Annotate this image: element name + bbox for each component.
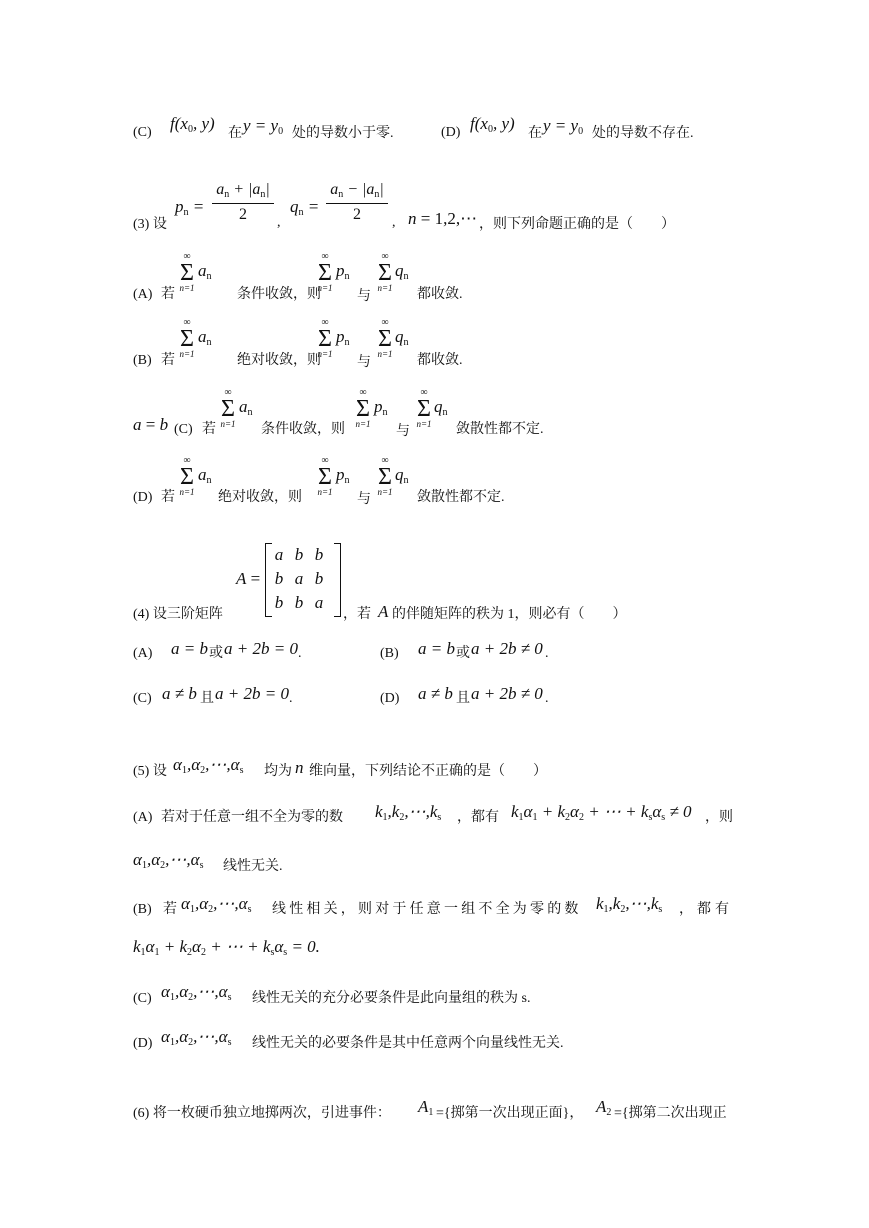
q5-t2: 维向量，下列结论不正确的是（ ） [309,764,547,779]
q4-option-c-m1: a ≠ b [162,684,197,703]
q3-qn-denominator: 2 [353,206,361,223]
q5-option-c-label: (C) [133,991,152,1006]
q3-option-cond: 绝对收敛，则 [237,353,321,368]
sum-symbol: ∞ Σ n=1 [311,252,339,293]
sum-symbol: ∞ Σ n=1 [173,456,201,497]
q5-option-b-ks: $k_1,k_2,\cdots,k_s$ [596,894,663,915]
q5-t1: 均为 [264,764,292,779]
sum-symbol: ∞ Σ n=1 [410,388,438,429]
q4-option-b-label: (B) [380,646,399,661]
q5-option-a-t2: ，都有 [457,810,499,825]
sum-upper-limit: ∞ [183,455,191,466]
matrix-cell: b [294,545,304,564]
q3-comma2: , [392,215,396,230]
term-qn: $q_n$ [395,261,409,282]
q3-pn-denominator: 2 [239,206,247,223]
sum-lower-limit: n=1 [355,419,371,429]
q3-option-ruo: 若 [161,287,175,302]
sum-upper-limit: ∞ [381,455,389,466]
sum-upper-limit: ∞ [224,387,232,398]
sum-symbol: ∞ Σ n=1 [173,318,201,359]
q4-option-a-label: (A) [133,646,153,661]
q3-option-result: 都收敛. [417,287,463,302]
matrix-cell: a [294,569,304,588]
term-an: $a_n$ [198,261,212,282]
q5-option-a-expr: $k_1\alpha_1 + k_2\alpha_2$ + ⋯ + $k_s\alpha_s \ne 0$ [511,802,692,823]
q4-option-d-end: . [545,691,549,706]
sum-symbol: ∞ Σ n=1 [371,318,399,359]
sum-upper-limit: ∞ [381,251,389,262]
q4-A: A [378,602,389,621]
q3-option-ruo: 若 [161,353,175,368]
q3-option-yu: 与 [357,355,371,370]
sum-lower-limit: n=1 [220,419,236,429]
q4-option-d-m2: a + 2b ≠ 0 [471,684,543,703]
q3-option-yu: 与 [357,492,371,507]
q5-option-a-label: (A) [133,810,153,825]
q4-option-b-m1: a = b [418,639,455,658]
q5-option-c-text: 线性无关的充分必要条件是此向量组的秩为 s. [252,991,531,1006]
q5-option-b-alphas: $\alpha_1,\alpha_2,\cdots,\alpha_s$ [181,894,252,915]
q3-option-ruo: 若 [202,422,216,437]
q5-n: n [295,758,304,777]
q5-option-c-alphas: $\alpha_1,\alpha_2,\cdots,\alpha_s$ [161,982,232,1003]
sum-symbol: ∞ Σ n=1 [214,388,242,429]
q4-option-a-conj: 或 [209,646,223,661]
sum-symbol: ∞ Σ n=1 [371,252,399,293]
sum-symbol: ∞ Σ n=1 [173,252,201,293]
q4-option-c-end: . [289,691,293,706]
q3-qn: $q_n$ = [290,197,320,218]
sum-lower-limit: n=1 [377,487,393,497]
sum-symbol: ∞ Σ n=1 [349,388,377,429]
term-qn: $q_n$ [395,465,409,486]
q5-option-b-t2: 线性相关，则对于任意一组不全为零的数 [272,902,582,917]
q4-option-d-label: (D) [380,691,400,706]
q2-option-d-text1: 在 [528,126,542,141]
q3-option-yu: 与 [396,424,410,439]
q5-option-b-label: (B) [133,902,152,917]
sum-upper-limit: ∞ [359,387,367,398]
matrix-cell: b [314,545,324,564]
q4-option-d-m1: a ≠ b [418,684,453,703]
q2-option-c-text2: 处的导数小于零. [292,126,394,141]
matrix-cell: b [274,593,284,612]
fraction-bar [326,203,388,204]
q5-option-a-tail: 线性无关. [223,859,283,874]
q2-option-d-math1: $f(x_0$, y) [470,114,515,135]
q3-option-ruo: 若 [161,490,175,505]
q2-option-c-math2: $y = y_0$ [243,116,284,137]
q5-option-b-t3: ，都有 [679,902,733,917]
q4-option-b-end: . [545,646,549,661]
q4-option-c-conj: 且 [200,691,214,706]
q4-label: (4) 设三阶矩阵 [133,607,223,622]
sum-lower-limit: n=1 [317,349,333,359]
q2-option-c-math1: $f(x_0$, y) [170,114,215,135]
term-qn: $q_n$ [434,397,448,418]
q4-tail2: 的伴随矩阵的秩为 1，则必有（ ） [392,607,627,622]
q5-option-d-label: (D) [133,1036,153,1051]
q3-option-c-label: (C) [174,422,193,437]
sum-upper-limit: ∞ [183,251,191,262]
sum-upper-limit: ∞ [321,317,329,328]
q4-option-a-m2: a + 2b = 0 [224,639,298,658]
term-an: $a_n$ [198,465,212,486]
sum-symbol: ∞ Σ n=1 [311,318,339,359]
q3-option-cond: 绝对收敛，则 [218,490,302,505]
term-pn: $p_n$ [374,397,388,418]
q2-option-d-math2: $y = y_0$ [543,116,584,137]
q3-pn: $p_n$ = [175,197,205,218]
q4-A-eq: A = [236,569,261,588]
q6-A1: $A_1$ [418,1097,434,1118]
matrix-cell: a [314,593,324,612]
q5-option-a-t1: 若对于任意一组不全为零的数 [161,810,343,825]
q6-t2: ={掷第二次出现正 [614,1106,727,1121]
fraction-bar [212,203,274,204]
q5-option-b-t1: 若 [163,902,177,917]
sum-lower-limit: n=1 [317,487,333,497]
q3-pn-fraction [212,182,274,223]
q5-ks: $k_1,k_2,\cdots,k_s$ [375,802,442,823]
sum-symbol: ∞ Σ n=1 [311,456,339,497]
q3-option-result: 都收敛. [417,353,463,368]
q3-option-c-stray-math: a = b [133,415,169,434]
q3-qn-numerator: $a_n - |a_n|$ [330,181,384,200]
q5-option-d-text: 线性无关的必要条件是其中任意两个向量线性无关. [252,1036,564,1051]
q3-pn-numerator: $a_n + |a_n|$ [216,181,270,200]
q4-option-a-end: . [298,646,302,661]
q4-option-b-m2: a + 2b ≠ 0 [471,639,543,658]
q3-option-a-label: (A) [133,287,153,302]
q2-option-d-text2: 处的导数不存在. [592,126,694,141]
sum-lower-limit: n=1 [377,283,393,293]
sum-upper-limit: ∞ [420,387,428,398]
q5-option-a-alphas: $\alpha_1,\alpha_2,\cdots,\alpha_s$ [133,850,204,871]
sum-lower-limit: n=1 [317,283,333,293]
matrix-cell: a [274,545,284,564]
q5-alphas: $\alpha_1,\alpha_2,\cdots,\alpha_s$ [173,755,244,776]
term-qn: $q_n$ [395,327,409,348]
q6-t1: ={掷第一次出现正面}， [436,1106,584,1121]
q3-option-result: 敛散性都不定. [456,422,544,437]
term-an: $a_n$ [198,327,212,348]
q5-option-a-t3: ，则 [705,810,733,825]
q4-option-a-m1: a = b [171,639,208,658]
q4-option-c-m2: a + 2b = 0 [215,684,289,703]
q4-option-d-conj: 且 [456,691,470,706]
q3-option-yu: 与 [357,289,371,304]
matrix-right-bracket [334,543,341,617]
q3-qn-fraction [326,182,388,223]
q6-A2: $A_2$ [596,1097,612,1118]
q3-tail: ，则下列命题正确的是（ ） [479,217,675,232]
term-pn: $p_n$ [336,261,350,282]
term-pn: $p_n$ [336,327,350,348]
sum-lower-limit: n=1 [179,487,195,497]
sum-lower-limit: n=1 [377,349,393,359]
sum-upper-limit: ∞ [183,317,191,328]
q5-option-b-expr: $k_1\alpha_1 + k_2\alpha_2$ + ⋯ + $k_s\alpha_s = 0$. [133,937,320,958]
q3-option-cond: 条件收敛，则 [237,287,321,302]
q6-label: (6) 将一枚硬币独立地掷两次，引进事件： [133,1106,391,1121]
q4-option-b-conj: 或 [456,646,470,661]
q2-option-c-text1: 在 [228,126,242,141]
q3-option-result: 敛散性都不定. [417,490,505,505]
q3-option-cond: 条件收敛，则 [261,422,345,437]
q3-option-d-label: (D) [133,490,153,505]
sum-upper-limit: ∞ [381,317,389,328]
sum-lower-limit: n=1 [179,349,195,359]
matrix-cell: b [294,593,304,612]
q5-option-d-alphas: $\alpha_1,\alpha_2,\cdots,\alpha_s$ [161,1027,232,1048]
sum-lower-limit: n=1 [179,283,195,293]
q3-n-range: n = 1,2,⋯ [408,209,478,228]
q3-comma1: , [277,215,281,230]
matrix-cell: b [314,569,324,588]
sum-lower-limit: n=1 [416,419,432,429]
matrix-cell: b [274,569,284,588]
q2-option-c-label: (C) [133,125,152,140]
sum-symbol: ∞ Σ n=1 [371,456,399,497]
term-pn: $p_n$ [336,465,350,486]
q3-label: (3) 设 [133,217,167,232]
q3-option-b-label: (B) [133,353,152,368]
sum-upper-limit: ∞ [321,455,329,466]
q5-label: (5) 设 [133,764,167,779]
q2-option-d-label: (D) [441,125,461,140]
q4-tail1: ，若 [343,607,371,622]
term-an: $a_n$ [239,397,253,418]
q4-option-c-label: (C) [133,691,152,706]
sum-upper-limit: ∞ [321,251,329,262]
